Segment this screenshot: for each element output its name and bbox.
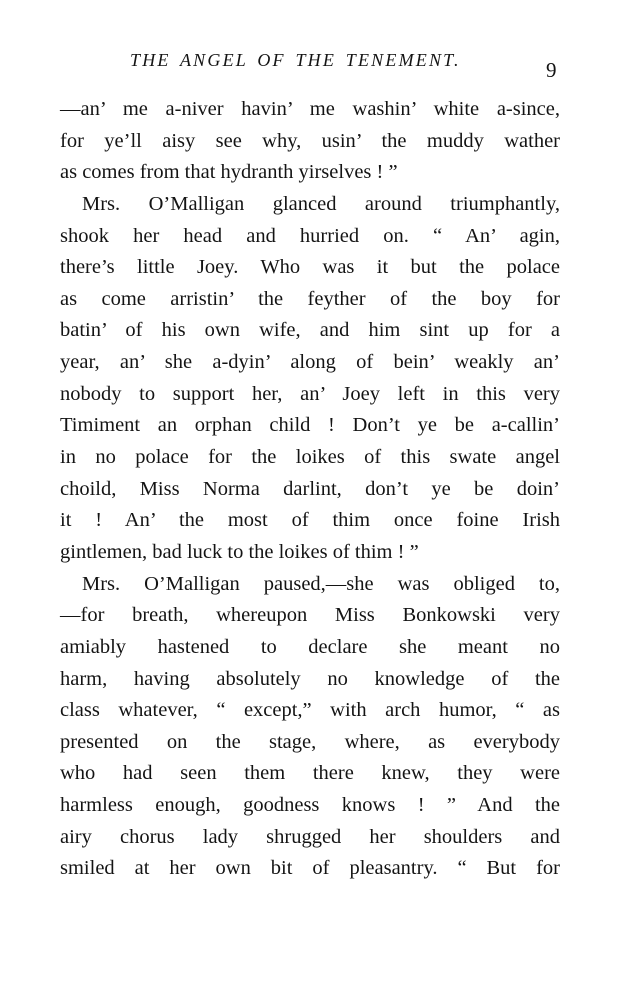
text-line: class whatever, “ except,” with arch humor, “ as (60, 699, 560, 722)
text-line: —an’ me a-niver havin’ me washin’ white a-since, (60, 98, 560, 120)
running-head: THE ANGEL OF THE TENEMENT. (130, 50, 461, 70)
text-line: in no polace for the loikes of this swate angel (60, 446, 560, 469)
text-line: it ! An’ the most of thim once foine Irish (60, 509, 560, 532)
body-text (60, 94, 560, 885)
text-line: gintlemen, bad luck to the loikes of thim ! ” (60, 540, 419, 563)
text-line: there’s little Joey. Who was it but the polace (60, 256, 560, 279)
text-line: Mrs. O’Malligan glanced around triumphantly, (82, 192, 560, 215)
text-line: amiably hastened to declare she meant no (60, 635, 560, 658)
text-line: smiled at her own bit of pleasantry. “ But for (60, 857, 560, 880)
text-line: Mrs. O’Malligan paused,—she was obliged to, (82, 572, 560, 595)
text-line: nobody to support her, an’ Joey left in this very (60, 382, 560, 405)
text-line: Timiment an orphan child ! Don’t ye be a-callin’ (60, 414, 560, 437)
text-line: batin’ of his own wife, and him sint up for a (60, 319, 560, 342)
text-line: as comes from that hydranth yirselves ! ” (60, 161, 398, 184)
text-line: harmless enough, goodness knows ! ” And the (60, 794, 560, 817)
page-number: 9 (546, 58, 557, 82)
text-line: choild, Miss Norma darlint, don’t ye be doin’ (60, 477, 560, 500)
text-line: shook her head and hurried on. “ An’ agin, (60, 224, 560, 247)
text-line: harm, having absolutely no knowledge of the (60, 667, 560, 690)
text-line: year, an’ she a-dyin’ along of bein’ weakly an’ (60, 351, 560, 374)
text-line: as come arristin’ the feyther of the boy for (60, 287, 560, 310)
text-line: —for breath, whereupon Miss Bonkowski very (60, 604, 560, 627)
text-line: for ye’ll aisy see why, usin’ the muddy wather (60, 129, 560, 152)
text-line: who had seen them there knew, they were (60, 762, 560, 785)
text-line: presented on the stage, where, as everybody (60, 730, 560, 753)
text-line: airy chorus lady shrugged her shoulders and (60, 825, 560, 848)
